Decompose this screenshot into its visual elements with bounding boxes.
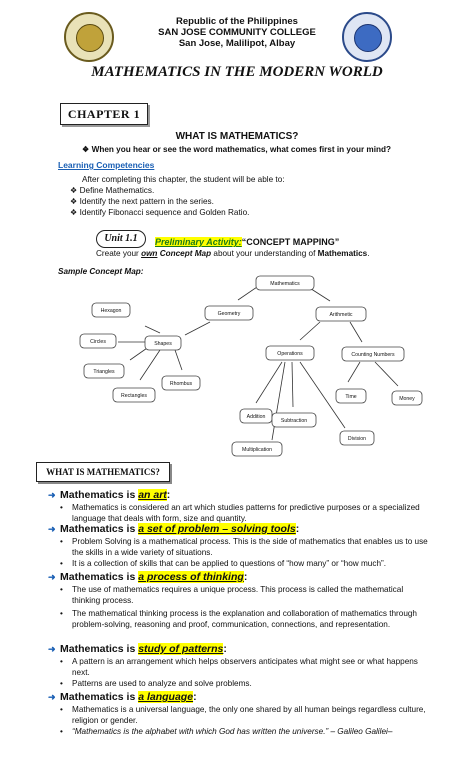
header-address: San Jose, Malilipot, Albay bbox=[178, 38, 296, 49]
activity-title: “CONCEPT MAPPING” bbox=[241, 237, 340, 247]
meaning-heading: ➜ Mathematics is an art: bbox=[48, 489, 171, 501]
node-circles: Circles bbox=[90, 339, 106, 345]
meaning-bullet: • “Mathematics is the alphabet with which God has written the universe.” – Galileo Galilei– bbox=[60, 727, 393, 736]
meaning-bullet: • Patterns are used to analyze and solve problems. bbox=[60, 679, 252, 688]
meaning-heading: ➜ Mathematics is a process of thinking: bbox=[48, 571, 248, 583]
node-operations: Operations bbox=[277, 351, 303, 357]
header-college: SAN JOSE COMMUNITY COLLEGE bbox=[158, 27, 316, 38]
section-title: WHAT IS MATHEMATICS? bbox=[36, 462, 170, 482]
node-subtraction: Subtraction bbox=[280, 418, 308, 424]
node-multiplication: Multiplication bbox=[242, 447, 272, 453]
node-geometry: Geometry bbox=[217, 311, 241, 317]
arrow-bullet-icon: ➜ bbox=[48, 644, 56, 654]
meaning-bullet: • Problem Solving is a mathematical process. This is the side of mathematics that enables us to use the skills in a wide variety of situations. bbox=[60, 537, 428, 557]
unit-badge: Unit 1.1 bbox=[96, 230, 146, 248]
guide-question bbox=[82, 145, 462, 156]
node-arithmetic: Arithmetic bbox=[329, 312, 353, 318]
competency-item: ❖ Identify the next pattern in the series. bbox=[70, 197, 214, 206]
node-rhombus: Rhombus bbox=[169, 381, 193, 387]
course-title: MATHEMATICS IN THE MODERN WORLD bbox=[91, 64, 383, 80]
node-triangles: Triangles bbox=[93, 369, 115, 375]
meaning-bullet: • Mathematics is considered an art which studies patterns for predictive purposes or a specialized language that deals with form, size and quantity. bbox=[60, 503, 420, 523]
chapter-label: CHAPTER 1 bbox=[60, 103, 148, 125]
activity-heading bbox=[155, 237, 339, 247]
meaning-bullet: • It is a collection of skills that can be applied to questions of “how many” or “how much”. bbox=[60, 559, 387, 568]
meaning-bullet: • Mathematics is a universal language, the only one shared by all human beings regardless culture, religion or gender. bbox=[60, 705, 426, 725]
arrow-bullet-icon: ➜ bbox=[48, 692, 56, 702]
node-addition: Addition bbox=[246, 414, 266, 420]
arrow-bullet-icon: ➜ bbox=[48, 490, 56, 500]
sample-label: Sample Concept Map: bbox=[58, 267, 144, 276]
competencies-intro: After completing this chapter, the student will be able to: bbox=[82, 175, 285, 184]
concept-map bbox=[0, 270, 474, 460]
node-rectangles: Rectangles bbox=[121, 393, 147, 399]
meaning-heading: ➜ Mathematics is a language: bbox=[48, 691, 197, 703]
node-division: Division bbox=[347, 436, 367, 442]
arrow-bullet-icon: ➜ bbox=[48, 524, 56, 534]
node-counting-numbers: Counting Numbers bbox=[351, 352, 395, 358]
learning-competencies-label: Learning Competencies bbox=[58, 160, 155, 170]
diamond-bullet-icon: ❖ bbox=[82, 145, 90, 154]
arrow-bullet-icon: ➜ bbox=[48, 572, 56, 582]
competency-item: ❖ Define Mathematics. bbox=[70, 186, 155, 195]
meaning-bullet: • The use of mathematics requires a unique process. This process is called the mathematical thinking process. bbox=[60, 585, 404, 605]
activity-label: Preliminary Activity: bbox=[155, 237, 242, 247]
node-hexagon: Hexagon bbox=[100, 308, 122, 314]
chapter-heading: WHAT IS MATHEMATICS? bbox=[175, 131, 299, 142]
node-mathematics: Mathematics bbox=[270, 281, 300, 287]
meaning-heading: ➜ Mathematics is a set of problem – solving tools: bbox=[48, 523, 300, 535]
node-money: Money bbox=[399, 396, 415, 402]
activity-instruction: Create your own Concept Map about your understanding of Mathematics. bbox=[96, 249, 370, 258]
node-shapes: Shapes bbox=[154, 341, 172, 347]
meaning-bullet: • A pattern is an arrangement which helps observers anticipates what might see or what happens next. bbox=[60, 657, 418, 677]
meaning-bullet: • The mathematical thinking process is the explanation and collaboration of mathematics through problem-solving, reasoning and proof, communication, connections, and representation. bbox=[60, 609, 417, 629]
guide-question-text: When you hear or see the word mathematics, what comes first in your mind? bbox=[91, 145, 391, 154]
header-republic: Republic of the Philippines bbox=[176, 16, 298, 27]
meaning-heading: ➜ Mathematics is study of patterns: bbox=[48, 643, 227, 655]
node-time: Time bbox=[345, 394, 357, 400]
competency-item: ❖ Identify Fibonacci sequence and Golden Ratio. bbox=[70, 208, 250, 217]
